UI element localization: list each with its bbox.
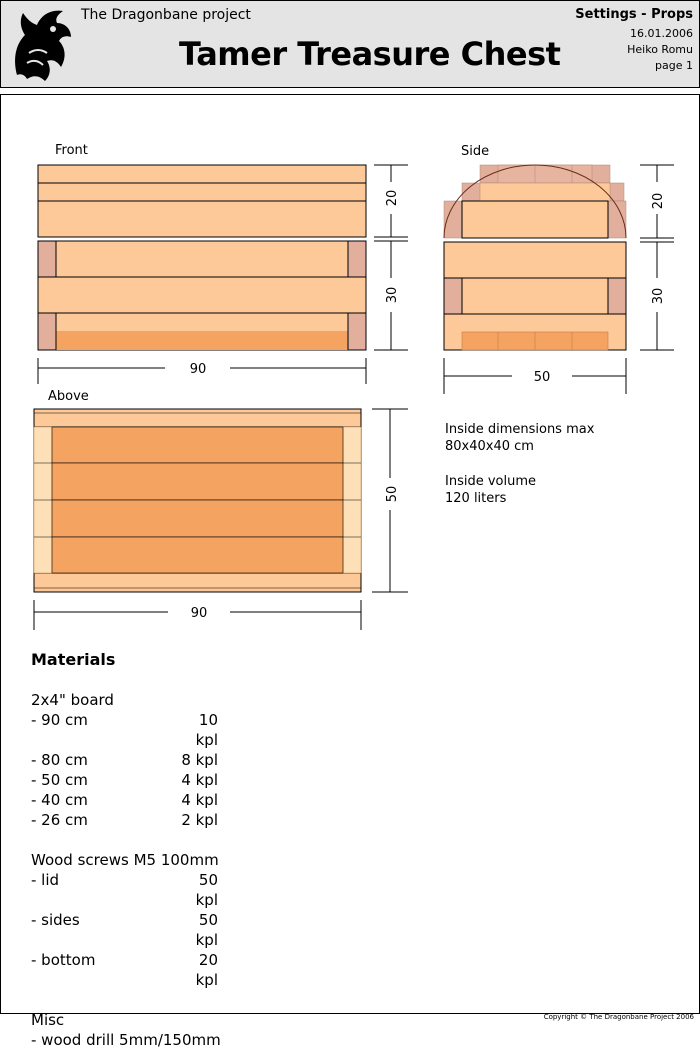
inside-dimensions bbox=[445, 421, 594, 455]
above-bottom-board-1 bbox=[52, 427, 343, 463]
above-bottom-board-2 bbox=[52, 463, 343, 500]
inside-volume bbox=[445, 473, 536, 507]
inside-dimensions-label: Inside dimensions max bbox=[445, 422, 595, 437]
side-view bbox=[444, 165, 674, 394]
front-lid-board-top bbox=[38, 165, 366, 183]
side-lid-inner-mid bbox=[480, 183, 610, 201]
list-item: - wood drill 5mm/150mm bbox=[31, 1031, 221, 1049]
above-bottom-board-4 bbox=[52, 537, 343, 573]
front-view bbox=[38, 165, 408, 384]
above-view bbox=[34, 409, 408, 630]
group-screws-title: Wood screws M5 100mm bbox=[31, 851, 219, 869]
front-lid-board-mid bbox=[38, 183, 366, 201]
above-bottom-board-3 bbox=[52, 500, 343, 537]
page-title: Tamer Treasure Chest bbox=[179, 35, 561, 73]
list-item: - bottom 20 kpl bbox=[31, 951, 218, 989]
front-end-grain-bl bbox=[38, 313, 56, 350]
side-end-grain-right bbox=[608, 278, 626, 314]
front-body-dim-label: 30 bbox=[385, 286, 400, 304]
side-body-dim-label: 30 bbox=[651, 287, 666, 305]
front-lid-board-bottom bbox=[38, 201, 366, 237]
front-body-board-mid bbox=[38, 277, 366, 313]
list-item: - 50 cm 4 kpl bbox=[31, 771, 218, 789]
inside-volume-label: Inside volume bbox=[445, 474, 536, 489]
materials-list bbox=[31, 650, 221, 1050]
front-end-grain-br bbox=[348, 313, 366, 350]
side-end-grain-left bbox=[444, 278, 462, 314]
side-view-label: Side bbox=[461, 144, 490, 159]
above-view-label: Above bbox=[48, 389, 89, 404]
above-end-board-bottom bbox=[34, 573, 361, 592]
list-item: - lid 50 kpl bbox=[31, 871, 218, 909]
group-misc-title: Misc bbox=[31, 1011, 65, 1029]
front-lid-dim-label: 20 bbox=[385, 189, 400, 207]
group-boards-title: 2x4" board bbox=[31, 691, 114, 709]
category-label: Settings - Props bbox=[575, 7, 693, 22]
above-end-board-top bbox=[34, 409, 361, 427]
side-body-board-top bbox=[444, 242, 626, 278]
front-end-grain-tr bbox=[348, 241, 366, 277]
list-item: - 90 cm 10 kpl bbox=[31, 711, 218, 749]
copyright-notice: Copyright © The Dragonbane Project 2006 bbox=[543, 1013, 694, 1021]
date-label: 16.01.2006 bbox=[630, 27, 693, 40]
project-name: The Dragonbane project bbox=[81, 7, 251, 23]
side-lid-inner-top bbox=[498, 165, 592, 183]
list-item: - 26 cm 2 kpl bbox=[31, 811, 218, 829]
side-lid-inner-bottom bbox=[462, 201, 608, 238]
front-bottom-board bbox=[56, 331, 348, 350]
list-item: - 80 cm 8 kpl bbox=[31, 751, 218, 769]
front-body-board-top bbox=[38, 241, 366, 277]
front-end-grain-tl bbox=[38, 241, 56, 277]
front-view-label: Front bbox=[55, 143, 88, 158]
author-label: Heiko Romu bbox=[627, 43, 693, 56]
side-width-dim-label: 50 bbox=[533, 370, 551, 385]
materials-heading: Materials bbox=[31, 650, 116, 669]
inside-dimensions-value: 80x40x40 cm bbox=[445, 439, 534, 454]
list-item: - sides 50 kpl bbox=[31, 911, 218, 949]
side-body-board-mid bbox=[444, 278, 626, 314]
inside-volume-value: 120 liters bbox=[445, 491, 507, 506]
front-width-dim-label: 90 bbox=[189, 362, 207, 377]
page-number: page 1 bbox=[655, 59, 693, 72]
list-item: - 40 cm 4 kpl bbox=[31, 791, 218, 809]
side-lid-dim-label: 20 bbox=[651, 192, 666, 210]
above-depth-dim-label: 50 bbox=[385, 485, 400, 503]
above-width-dim-label: 90 bbox=[190, 606, 208, 621]
